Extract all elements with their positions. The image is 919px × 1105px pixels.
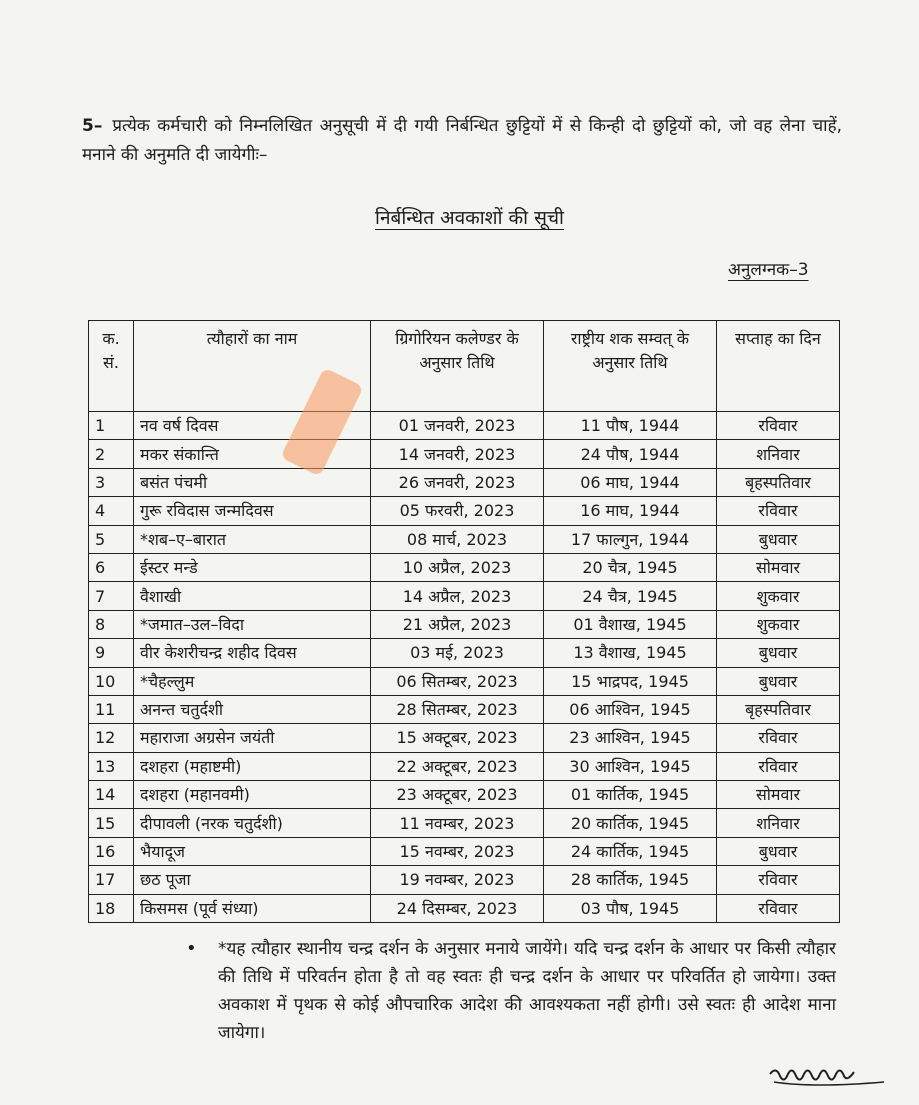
table-row xyxy=(89,866,840,894)
table-row xyxy=(89,837,840,865)
cell-festival-name: मकर संकान्ति xyxy=(134,440,371,468)
cell-saka-date: 24 चैत्र, 1945 xyxy=(544,582,717,610)
annexure-label: अनुलग्नक–3 xyxy=(728,260,809,280)
cell-weekday: बुधवार xyxy=(717,525,840,553)
cell-saka-date: 23 आश्विन, 1945 xyxy=(544,724,717,752)
cell-saka-date: 17 फाल्गुन, 1944 xyxy=(544,525,717,553)
cell-festival-name: वैशाखी xyxy=(134,582,371,610)
cell-festival-name: दीपावली (नरक चतुर्दशी) xyxy=(134,809,371,837)
bullet-icon: • xyxy=(186,938,197,959)
cell-weekday: रविवार xyxy=(717,497,840,525)
cell-saka-date: 30 आश्विन, 1945 xyxy=(544,752,717,780)
table-row xyxy=(89,440,840,468)
cell-saka-date: 15 भाद्रपद, 1945 xyxy=(544,667,717,695)
paragraph-text: प्रत्येक कर्मचारी को निम्नलिखित अनुसूची में दी गयी निर्बन्धित छुट्टियों में से किन्ही दो छुट्टियों को, जो वह लेना चाहें, मनाने की अनुमति दी जायेगीः– xyxy=(82,116,842,165)
cell-gregorian-date: 24 दिसम्बर, 2023 xyxy=(371,894,544,922)
cell-serial: 13 xyxy=(89,752,134,780)
cell-serial: 7 xyxy=(89,582,134,610)
cell-weekday: रविवार xyxy=(717,752,840,780)
cell-serial: 10 xyxy=(89,667,134,695)
cell-serial: 3 xyxy=(89,468,134,496)
cell-festival-name: बसंत पंचमी xyxy=(134,468,371,496)
cell-gregorian-date: 26 जनवरी, 2023 xyxy=(371,468,544,496)
table-row xyxy=(89,695,840,723)
cell-festival-name: छठ पूजा xyxy=(134,866,371,894)
cell-weekday: रविवार xyxy=(717,724,840,752)
cell-weekday: सोमवार xyxy=(717,553,840,581)
header-saka-date: राष्ट्रीय शक सम्वत् के अनुसार तिथि xyxy=(544,321,717,412)
table-row xyxy=(89,412,840,440)
table-row xyxy=(89,667,840,695)
cell-gregorian-date: 21 अप्रैल, 2023 xyxy=(371,610,544,638)
header-festival-name: त्यौहारों का नाम xyxy=(134,321,371,412)
cell-gregorian-date: 11 नवम्बर, 2023 xyxy=(371,809,544,837)
header-gregorian-date: ग्रिगोरियन कलेण्डर के अनुसार तिथि xyxy=(371,321,544,412)
cell-weekday: बुधवार xyxy=(717,667,840,695)
cell-weekday: रविवार xyxy=(717,412,840,440)
cell-festival-name: भैयादूज xyxy=(134,837,371,865)
header-serial: क. सं. xyxy=(89,321,134,412)
signature-mark xyxy=(768,1060,888,1092)
footnote-text: *यह त्यौहार स्थानीय चन्द्र दर्शन के अनुसार मनाये जायेंगे। यदि चन्द्र दर्शन के आधार पर किसी त्यौहार की तिथि में परिवर्तन होता है तो वह स्वतः ही चन्द्र दर्शन के आधार पर परिवर्तित हो जायेगा। उक्त अवकाश में पृथक से कोई औपचारिक आदेश की आवश्यकता नहीं होगी। उसे स्वतः ही आदेश माना जायेगा। xyxy=(218,939,836,1043)
cell-gregorian-date: 03 मई, 2023 xyxy=(371,639,544,667)
table-row xyxy=(89,553,840,581)
table-row xyxy=(89,752,840,780)
table-row xyxy=(89,809,840,837)
cell-gregorian-date: 01 जनवरी, 2023 xyxy=(371,412,544,440)
table-row xyxy=(89,724,840,752)
intro-paragraph xyxy=(82,112,842,170)
cell-gregorian-date: 28 सितम्बर, 2023 xyxy=(371,695,544,723)
cell-saka-date: 01 कार्तिक, 1945 xyxy=(544,781,717,809)
cell-festival-name: दशहरा (महाष्टमी) xyxy=(134,752,371,780)
cell-weekday: रविवार xyxy=(717,866,840,894)
cell-saka-date: 03 पौष, 1945 xyxy=(544,894,717,922)
cell-saka-date: 06 आश्विन, 1945 xyxy=(544,695,717,723)
cell-serial: 8 xyxy=(89,610,134,638)
cell-saka-date: 06 माघ, 1944 xyxy=(544,468,717,496)
cell-gregorian-date: 23 अक्टूबर, 2023 xyxy=(371,781,544,809)
cell-serial: 4 xyxy=(89,497,134,525)
cell-saka-date: 01 वैशाख, 1945 xyxy=(544,610,717,638)
cell-saka-date: 13 वैशाख, 1945 xyxy=(544,639,717,667)
cell-weekday: बुधवार xyxy=(717,837,840,865)
cell-serial: 5 xyxy=(89,525,134,553)
table-header xyxy=(89,321,840,412)
table-row xyxy=(89,497,840,525)
list-title-text: निर्बन्धित अवकाशों की सूची xyxy=(375,207,564,229)
cell-gregorian-date: 08 मार्च, 2023 xyxy=(371,525,544,553)
cell-weekday: शनिवार xyxy=(717,440,840,468)
cell-gregorian-date: 10 अप्रैल, 2023 xyxy=(371,553,544,581)
header-weekday: सप्ताह का दिन xyxy=(717,321,840,412)
table-row xyxy=(89,610,840,638)
cell-saka-date: 24 पौष, 1944 xyxy=(544,440,717,468)
holiday-table xyxy=(88,320,840,923)
cell-serial: 16 xyxy=(89,837,134,865)
cell-gregorian-date: 22 अक्टूबर, 2023 xyxy=(371,752,544,780)
cell-festival-name: *चैहल्लुम xyxy=(134,667,371,695)
cell-saka-date: 28 कार्तिक, 1945 xyxy=(544,866,717,894)
cell-serial: 15 xyxy=(89,809,134,837)
table-row xyxy=(89,781,840,809)
cell-gregorian-date: 14 जनवरी, 2023 xyxy=(371,440,544,468)
table-row xyxy=(89,582,840,610)
cell-serial: 14 xyxy=(89,781,134,809)
cell-festival-name: गुरू रविदास जन्मदिवस xyxy=(134,497,371,525)
cell-weekday: बृहस्पतिवार xyxy=(717,695,840,723)
table-row xyxy=(89,639,840,667)
cell-serial: 9 xyxy=(89,639,134,667)
cell-serial: 12 xyxy=(89,724,134,752)
header-row xyxy=(89,321,840,412)
cell-gregorian-date: 15 अक्टूबर, 2023 xyxy=(371,724,544,752)
cell-weekday: बुधवार xyxy=(717,639,840,667)
list-title xyxy=(0,204,919,230)
table-row xyxy=(89,525,840,553)
cell-festival-name: महाराजा अग्रसेन जयंती xyxy=(134,724,371,752)
cell-saka-date: 16 माघ, 1944 xyxy=(544,497,717,525)
cell-gregorian-date: 05 फरवरी, 2023 xyxy=(371,497,544,525)
cell-gregorian-date: 19 नवम्बर, 2023 xyxy=(371,866,544,894)
footnote xyxy=(186,935,836,1047)
cell-saka-date: 11 पौष, 1944 xyxy=(544,412,717,440)
cell-saka-date: 20 चैत्र, 1945 xyxy=(544,553,717,581)
cell-saka-date: 20 कार्तिक, 1945 xyxy=(544,809,717,837)
cell-weekday: रविवार xyxy=(717,894,840,922)
cell-weekday: बृहस्पतिवार xyxy=(717,468,840,496)
table-body xyxy=(89,412,840,923)
cell-serial: 17 xyxy=(89,866,134,894)
cell-gregorian-date: 14 अप्रैल, 2023 xyxy=(371,582,544,610)
cell-festival-name: ईस्टर मन्डे xyxy=(134,553,371,581)
cell-weekday: सोमवार xyxy=(717,781,840,809)
cell-festival-name: नव वर्ष दिवस xyxy=(134,412,371,440)
cell-festival-name: अनन्त चतुर्दशी xyxy=(134,695,371,723)
paragraph-number: 5– xyxy=(82,116,103,136)
cell-serial: 11 xyxy=(89,695,134,723)
cell-gregorian-date: 15 नवम्बर, 2023 xyxy=(371,837,544,865)
cell-festival-name: *जमात–उल–विदा xyxy=(134,610,371,638)
cell-festival-name: किसमस (पूर्व संध्या) xyxy=(134,894,371,922)
cell-serial: 18 xyxy=(89,894,134,922)
cell-gregorian-date: 06 सितम्बर, 2023 xyxy=(371,667,544,695)
cell-serial: 2 xyxy=(89,440,134,468)
cell-festival-name: वीर केशरीचन्द्र शहीद दिवस xyxy=(134,639,371,667)
cell-saka-date: 24 कार्तिक, 1945 xyxy=(544,837,717,865)
cell-festival-name: *शब–ए–बारात xyxy=(134,525,371,553)
cell-weekday: शुकवार xyxy=(717,582,840,610)
cell-weekday: शुकवार xyxy=(717,610,840,638)
table-row xyxy=(89,894,840,922)
table-row xyxy=(89,468,840,496)
cell-festival-name: दशहरा (महानवमी) xyxy=(134,781,371,809)
cell-weekday: शनिवार xyxy=(717,809,840,837)
cell-serial: 1 xyxy=(89,412,134,440)
cell-serial: 6 xyxy=(89,553,134,581)
